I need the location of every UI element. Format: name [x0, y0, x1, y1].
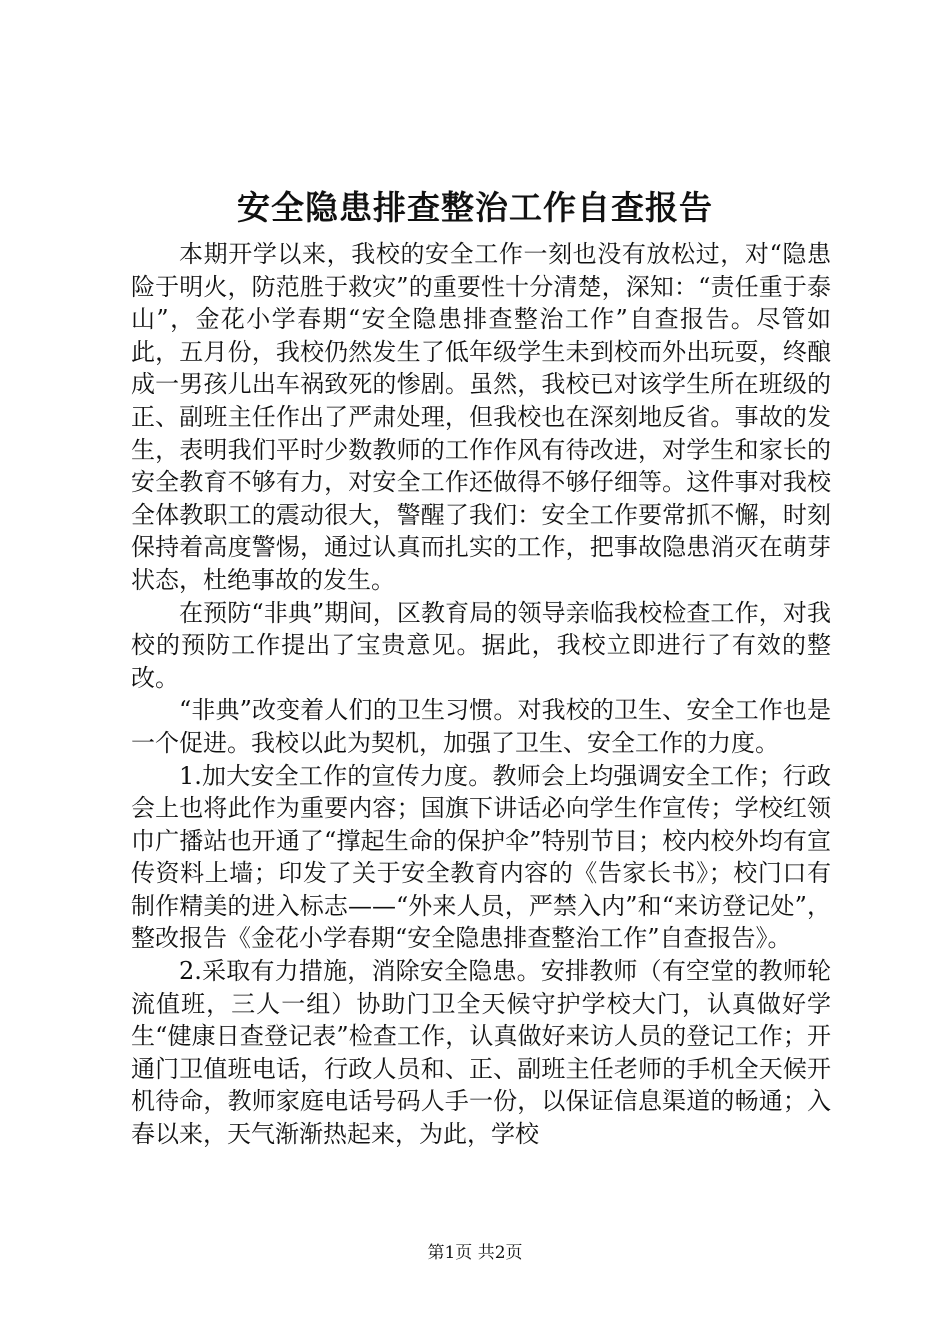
paragraph: 在预防“非典”期间，区教育局的领导亲临我校检查工作，对我校的预防工作提出了宝贵意见。据此，我校立即进行了有效的整改。 [131, 598, 831, 692]
paragraph: “非典”改变着人们的卫生习惯。对我校的卫生、安全工作也是一个促进。我校以此为契机，加强了卫生、安全工作的力度。 [131, 696, 831, 757]
paragraph: 2.采取有力措施，消除安全隐患。安排教师（有空堂的教师轮流值班，三人一组）协助门卫全天候守护学校大门，认真做好学生“健康日查登记表”检查工作，认真做好来访人员的登记工作；开通门卫值班电话，行政人员和、正、副班主任老师的手机全天候开机待命，教师家庭电话号码人手一份，以保证信息渠道的畅通；入春以来，天气渐渐热起来，为此，学校 [131, 957, 831, 1149]
page-footer: 第1页 共2页 [427, 1243, 523, 1263]
paragraph: 1.加大安全工作的宣传力度。教师会上均强调安全工作；行政会上也将此作为重要内容；国旗下讲话必向学生作宣传；学校红领巾广播站也开通了“撑起生命的保护伞”特别节目；校内校外均有宣传资料上墙；印发了关于安全教育内容的《告家长书》；校门口有制作精美的进入标志——“外来人员，严禁入内”和“来访登记处”，整改报告《金花小学春期“安全隐患排查整治工作”自查报告》。 [131, 761, 831, 953]
document-title: 安全隐患排查整治工作自查报告 [237, 188, 713, 227]
paragraph: 本期开学以来，我校的安全工作一刻也没有放松过，对“隐患险于明火，防范胜于救灾”的重要性十分清楚，深知：“责任重于泰山”，金花小学春期“安全隐患排查整治工作”自查报告。尽管如此，五月份，我校仍然发生了低年级学生未到校而外出玩耍，终酿成一男孩儿出车祸致死的惨剧。虽然，我校已对该学生所在班级的正、副班主任作出了严肃处理，但我校也在深刻地反省。事故的发生，表明我们平时少数教师的工作作风有待改进，对学生和家长的安全教育不够有力，对安全工作还做得不够仔细等。这件事对我校全体教职工的震动很大，警醒了我们：安全工作要常抓不懈，时刻保持着高度警惕，通过认真而扎实的工作，把事故隐患消灭在萌芽状态，杜绝事故的发生。 [131, 240, 831, 594]
document-body [131, 238, 831, 1151]
